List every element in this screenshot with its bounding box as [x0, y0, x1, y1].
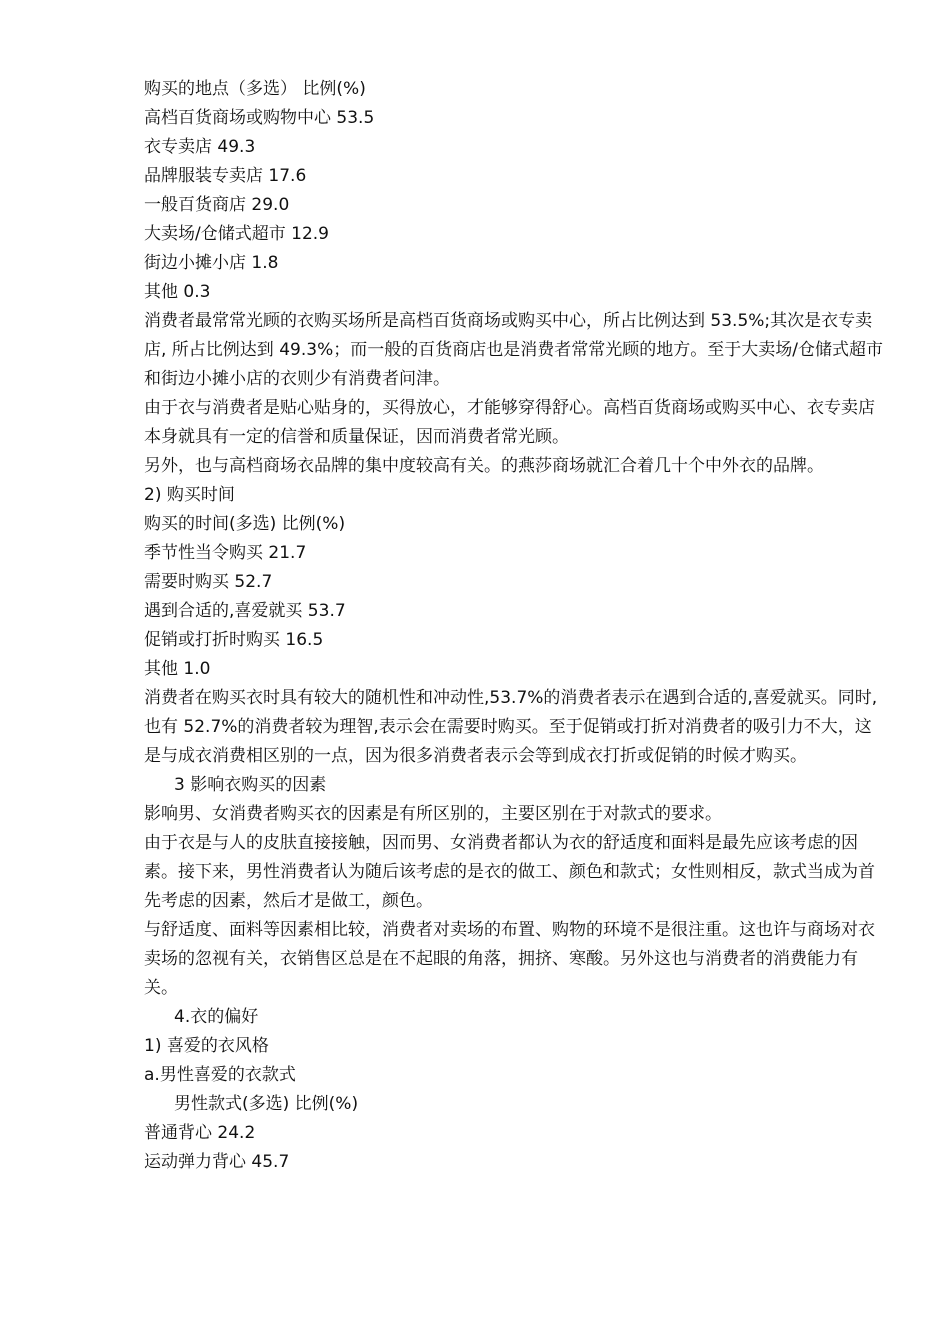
- paragraph: 与舒适度、面料等因素相比较，消费者对卖场的布置、购物的环境不是很注重。这也许与商场对衣卖场的忽视有关，衣销售区总是在不起眼的角落，拥挤、寒酸。另外这也与消费者的消费能力有关。: [144, 920, 875, 998]
- section-heading: a.男性喜爱的衣款式: [144, 1065, 296, 1085]
- table-row: 季节性当令购买 21.7: [144, 543, 307, 563]
- table-header-male-style: 男性款式(多选) 比例(%): [174, 1094, 359, 1114]
- table-row: 需要时购买 52.7: [144, 572, 273, 592]
- table-header-time: 购买的时间(多选) 比例(%): [144, 514, 346, 534]
- table-header-location: 购买的地点（多选） 比例(%): [144, 79, 366, 99]
- paragraph: 消费者最常常光顾的衣购买场所是高档百货商场或购买中心，所占比例达到 53.5%;其次是衣专卖店, 所占比例达到 49.3%；而一般的百货商店也是消费者常常光顾的地方。至于大卖场/仓储式超市和街边小摊小店的衣则少有消费者问津。: [144, 311, 883, 389]
- table-row: 普通背心 24.2: [144, 1123, 256, 1143]
- paragraph: 影响男、女消费者购买衣的因素是有所区别的，主要区别在于对款式的要求。: [144, 804, 722, 824]
- table-row: 其他 1.0: [144, 659, 211, 679]
- table-row: 衣专卖店 49.3: [144, 137, 256, 157]
- table-row: 高档百货商场或购物中心 53.5: [144, 108, 375, 128]
- table-row: 街边小摊小店 1.8: [144, 253, 279, 273]
- paragraph: 另外，也与高档商场衣品牌的集中度较高有关。的燕莎商场就汇合着几十个中外衣的品牌。: [144, 456, 824, 476]
- table-row: 大卖场/仓储式超市 12.9: [144, 224, 329, 244]
- table-row: 运动弹力背心 45.7: [144, 1152, 290, 1172]
- section-heading: 1) 喜爱的衣风格: [144, 1036, 269, 1056]
- table-row: 其他 0.3: [144, 282, 211, 302]
- document-page: [144, 75, 884, 1177]
- paragraph: 由于衣是与人的皮肤直接接触，因而男、女消费者都认为衣的舒适度和面料是最先应该考虑的因素。接下来，男性消费者认为随后该考虑的是衣的做工、颜色和款式；女性则相反，款式当成为首先考虑的因素，然后才是做工，颜色。: [144, 833, 875, 911]
- section-heading: 2) 购买时间: [144, 485, 235, 505]
- paragraph: 消费者在购买衣时具有较大的随机性和冲动性,53.7%的消费者表示在遇到合适的,喜爱就买。同时,也有 52.7%的消费者较为理智,表示会在需要时购买。至于促销或打折对消费者的吸引力不大，这是与成衣消费相区别的一点，因为很多消费者表示会等到成衣打折或促销的时候才购买。: [144, 688, 878, 766]
- table-row: 品牌服装专卖店 17.6: [144, 166, 307, 186]
- section-heading: 4.衣的偏好: [174, 1007, 259, 1027]
- table-row: 促销或打折时购买 16.5: [144, 630, 324, 650]
- paragraph: 由于衣与消费者是贴心贴身的，买得放心，才能够穿得舒心。高档百货商场或购买中心、衣专卖店本身就具有一定的信誉和质量保证，因而消费者常光顾。: [144, 398, 875, 447]
- section-heading: 3 影响衣购买的因素: [174, 775, 327, 795]
- table-row: 一般百货商店 29.0: [144, 195, 290, 215]
- table-row: 遇到合适的,喜爱就买 53.7: [144, 601, 346, 621]
